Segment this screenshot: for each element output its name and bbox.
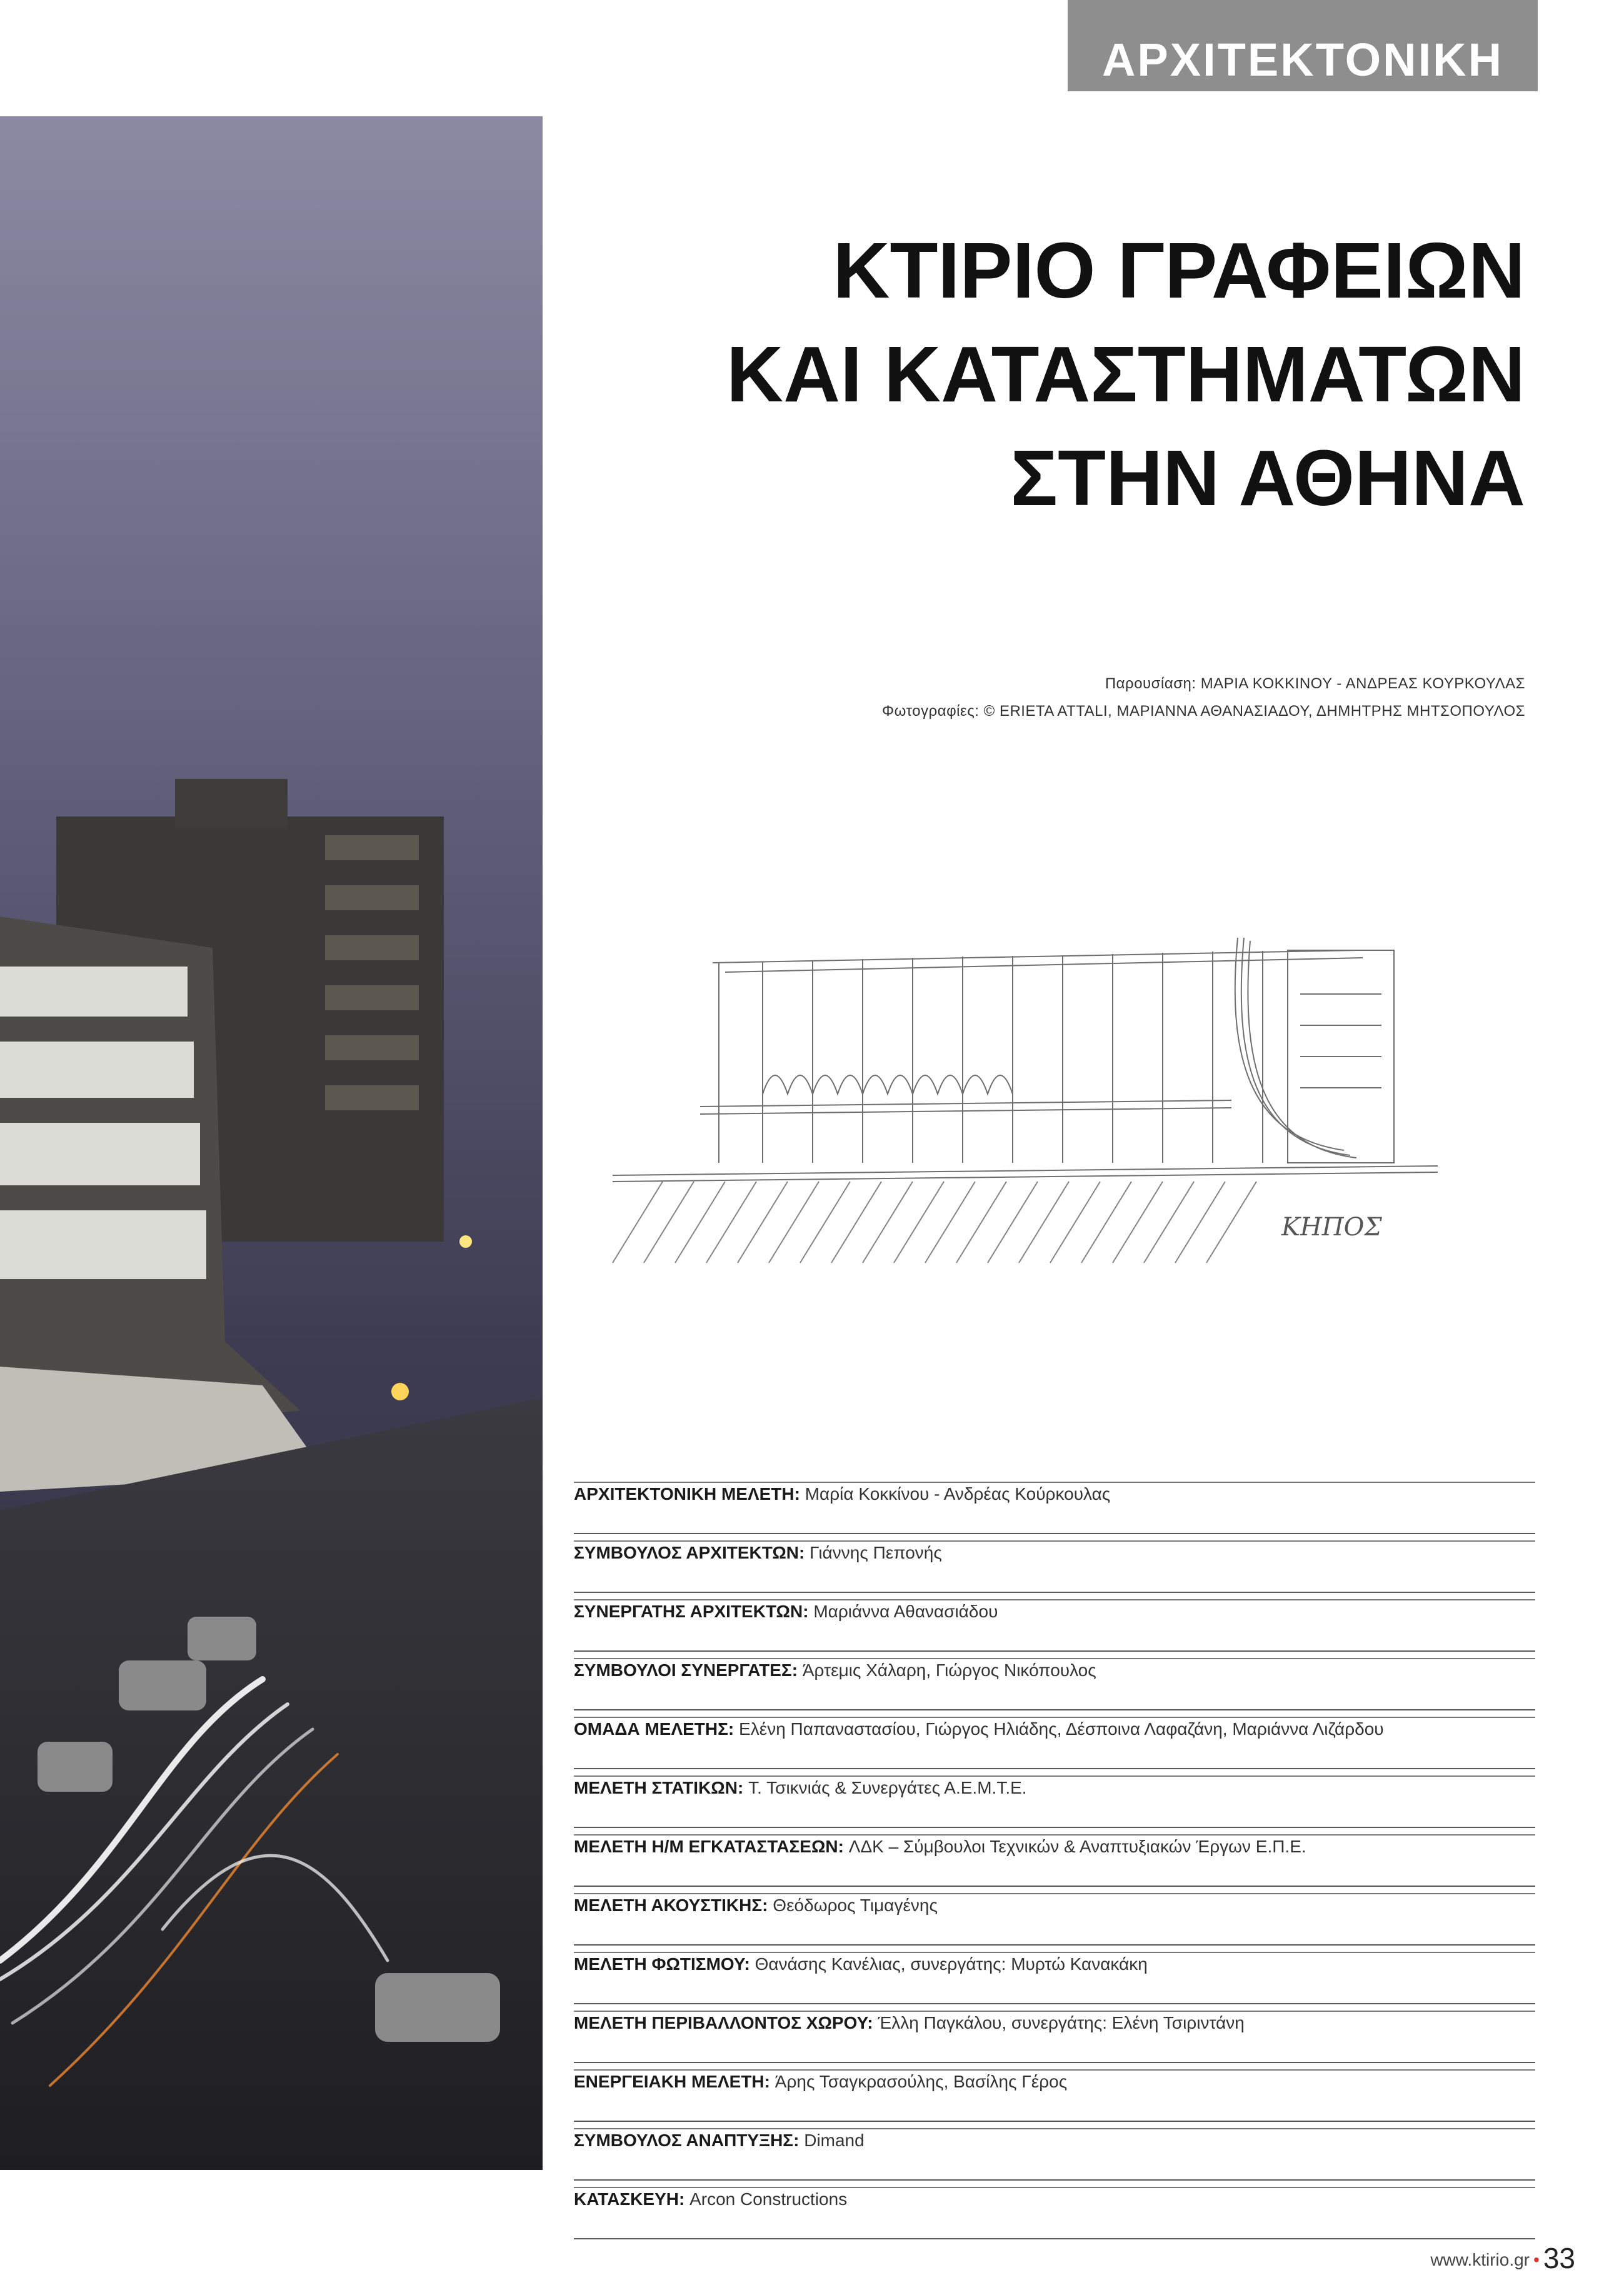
section-tab	[1068, 0, 1538, 91]
title-line-2: ΚΑΙ ΚΑΤΑΣΤΗΜΑΤΩΝ	[726, 330, 1525, 418]
credit-label: ΜΕΛΕΤΗ ΦΩΤΙΣΜΟΥ:	[574, 1954, 750, 1974]
credit-label: ΣΥΝΕΡΓΑΤΗΣ ΑΡΧΙΤΕΚΤΩΝ:	[574, 1602, 809, 1621]
credit-value: ΛΔΚ – Σύμβουλοι Τεχνικών & Αναπτυξιακών Έργων Ε.Π.Ε.	[848, 1837, 1306, 1856]
credit-row-energy-study	[574, 2063, 1535, 2122]
presentation-line: Παρουσίαση: ΜΑΡΙΑ ΚΟΚΚΙΝΟΥ - ΑΝΔΡΕΑΣ ΚΟΥΡΚΟΥΛΑΣ	[1105, 675, 1525, 692]
credit-row-construction	[574, 2181, 1535, 2239]
credit-value: Θανάσης Κανέλιας, συνεργάτης: Μυρτώ Κανακάκη	[754, 1954, 1148, 1974]
sketch-signature: ΚΗΠΟΣ	[1281, 1213, 1382, 1242]
credit-value: Μαριάννα Αθανασιάδου	[813, 1602, 998, 1621]
credit-row-lighting-study	[574, 1946, 1535, 2004]
credit-value: Μαρία Κοκκίνου - Ανδρέας Κούρκουλας	[804, 1484, 1111, 1504]
title-line-1: ΚΤΙΡΙΟ ΓΡΑΦΕΙΩΝ	[833, 226, 1525, 314]
title-line-3: ΣΤΗΝ ΑΘΗΝΑ	[1010, 434, 1525, 522]
section-label: ΑΡΧΙΤΕΚΤΟΝΙΚΗ	[1101, 34, 1504, 86]
credit-label: ΣΥΜΒΟΥΛΟΣ ΑΡΧΙΤΕΚΤΩΝ:	[574, 1543, 805, 1562]
credit-row-acoustic-study	[574, 1887, 1535, 1946]
page-footer	[1430, 2241, 1575, 2275]
credit-value: Γιάννης Πεπονής	[809, 1543, 942, 1562]
credit-row-landscape-study	[574, 2004, 1535, 2063]
credit-label: ΑΡΧΙΤΕΚΤΟΝΙΚΗ ΜΕΛΕΤΗ:	[574, 1484, 800, 1504]
page-number: 33	[1543, 2242, 1575, 2274]
credit-row-consultant-architect	[574, 1534, 1535, 1593]
credit-label: ΜΕΛΕΤΗ Η/Μ ΕΓΚΑΤΑΣΤΑΣΕΩΝ:	[574, 1837, 844, 1856]
credit-row-architectural-study	[574, 1475, 1535, 1534]
credit-label: ΜΕΛΕΤΗ ΠΕΡΙΒΑΛΛΟΝΤΟΣ ΧΩΡΟΥ:	[574, 2013, 873, 2032]
article-title	[625, 219, 1525, 530]
photography-line: Φωτογραφίες: © ERIETA ATTALI, ΜΑΡΙΑΝΝΑ ΑΘΑΝΑΣΙΑΔΟΥ, ΔΗΜΗΤΡΗΣ ΜΗΤΣΟΠΟΥΛΟΣ	[882, 703, 1525, 720]
footer-site-link[interactable]: www.ktirio.gr	[1430, 2250, 1530, 2269]
credit-label: ΟΜΑΔΑ ΜΕΛΕΤΗΣ:	[574, 1719, 734, 1739]
building-photo	[0, 116, 543, 2170]
credit-row-design-team	[574, 1710, 1535, 1769]
credit-value: Τ. Τσικνιάς & Συνεργάτες Α.Ε.Μ.Τ.Ε.	[748, 1778, 1027, 1797]
credit-value: Θεόδωρος Τιμαγένης	[773, 1896, 938, 1915]
credit-label: ΜΕΛΕΤΗ ΑΚΟΥΣΤΙΚΗΣ:	[574, 1896, 768, 1915]
bullet-dot-icon: •	[1533, 2250, 1540, 2269]
credit-row-mep-study	[574, 1828, 1535, 1887]
credit-row-development-consultant	[574, 2122, 1535, 2181]
project-credits-list	[574, 1475, 1535, 2239]
credit-value: Έλλη Παγκάλου, συνεργάτης: Ελένη Τσιριντάνη	[878, 2013, 1245, 2032]
credit-value: Άρτεμις Χάλαρη, Γιώργος Νικόπουλος	[802, 1660, 1096, 1680]
night-street-photo-graphic	[0, 116, 543, 2170]
credit-value: Arcon Constructions	[689, 2189, 848, 2209]
credit-label: ΣΥΜΒΟΥΛΟΙ ΣΥΝΕΡΓΑΤΕΣ:	[574, 1660, 798, 1680]
credit-label: ΣΥΜΒΟΥΛΟΣ ΑΝΑΠΤΥΞΗΣ:	[574, 2131, 799, 2150]
presentation-credits	[688, 670, 1525, 725]
credit-row-collaborating-architect	[574, 1593, 1535, 1652]
credit-value: Ελένη Παπαναστασίου, Γιώργος Ηλιάδης, Δέσποινα Λαφαζάνη, Μαριάννα Λιζάρδου	[739, 1719, 1384, 1739]
credit-label: ΜΕΛΕΤΗ ΣΤΑΤΙΚΩΝ:	[574, 1778, 744, 1797]
credit-label: ΕΝΕΡΓΕΙΑΚΗ ΜΕΛΕΤΗ:	[574, 2072, 770, 2091]
credit-value: Άρης Τσαγκρασούλης, Βασίλης Γέρος	[774, 2072, 1068, 2091]
credit-label: ΚΑΤΑΣΚΕΥΗ:	[574, 2189, 685, 2209]
credit-value: Dimand	[804, 2131, 865, 2150]
credit-row-consultant-collaborators	[574, 1652, 1535, 1710]
architect-sketch	[575, 913, 1469, 1275]
credit-row-structural-study	[574, 1769, 1535, 1828]
